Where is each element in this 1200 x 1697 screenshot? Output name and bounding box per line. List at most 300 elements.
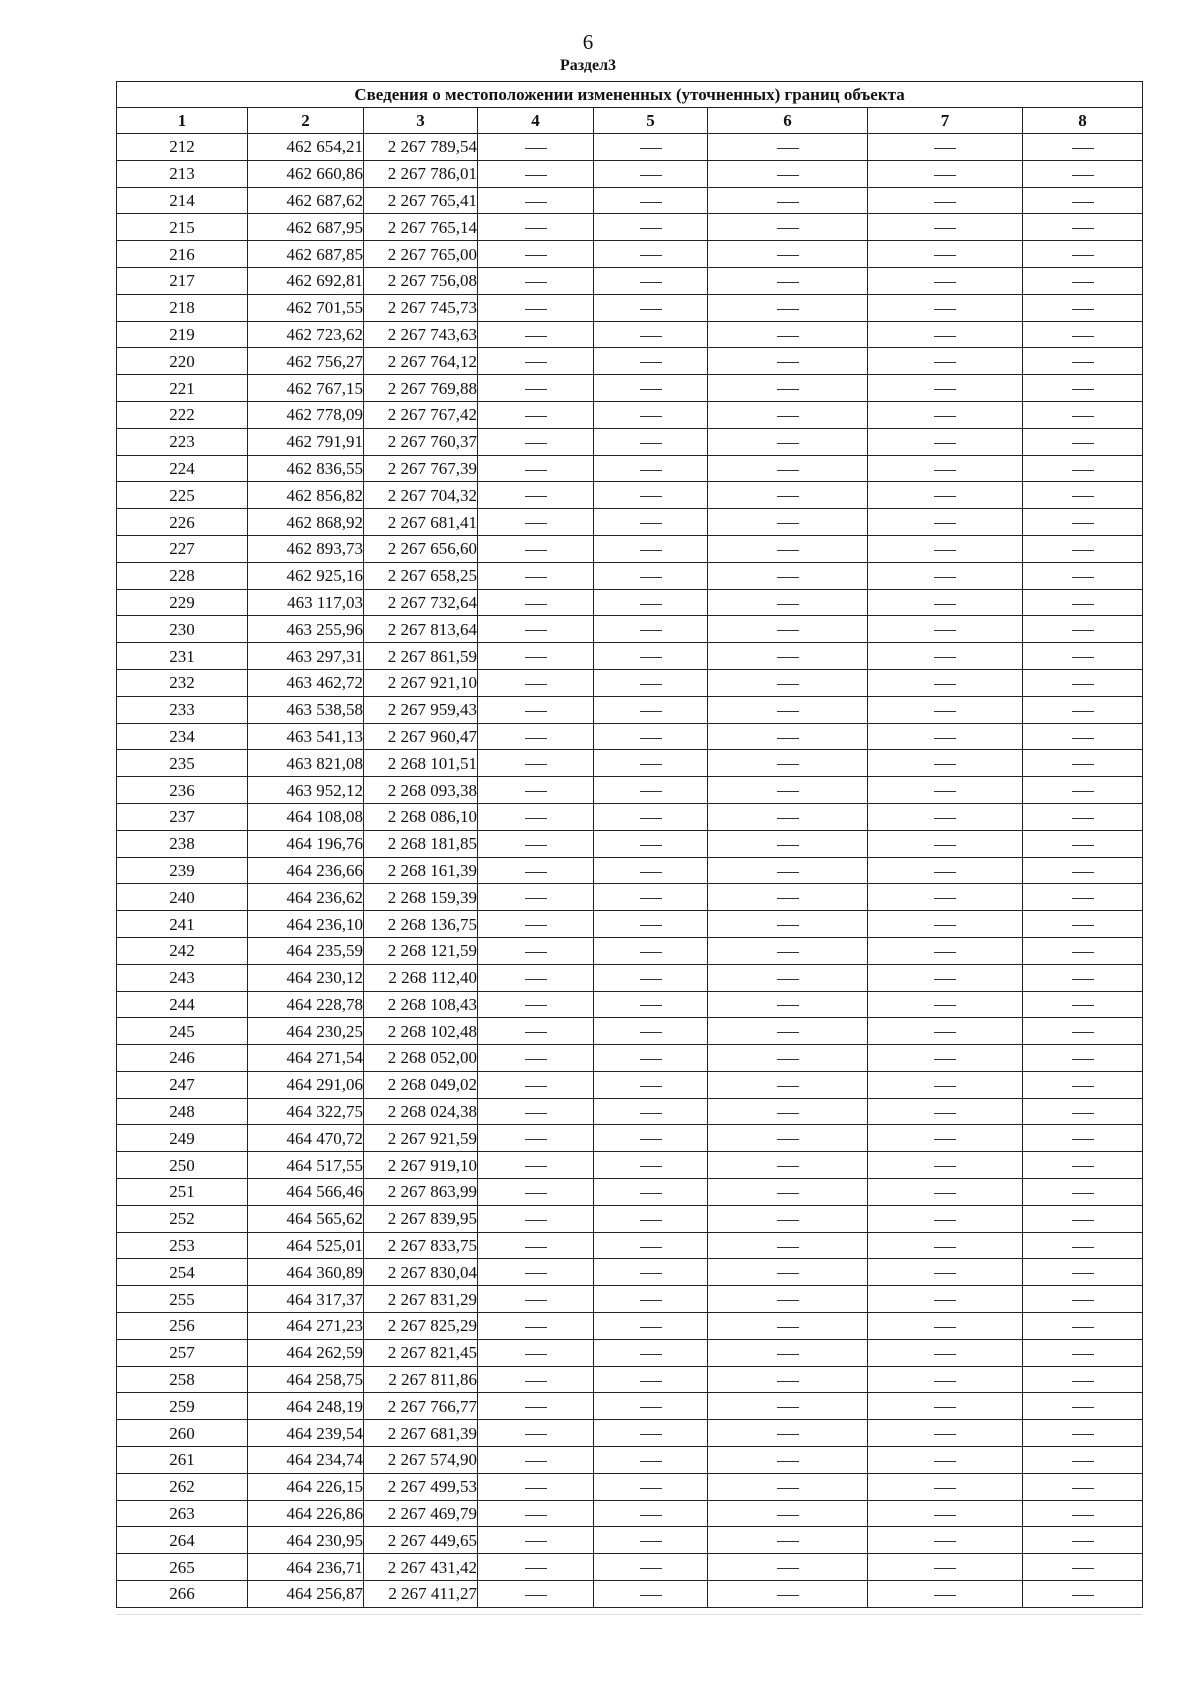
empty-dash-cell xyxy=(708,991,868,1018)
x-coordinate-cell: 464 271,23 xyxy=(248,1313,364,1340)
x-coordinate-cell: 464 234,74 xyxy=(248,1447,364,1474)
empty-dash-cell xyxy=(868,1581,1023,1608)
y-coordinate-cell: 2 267 831,29 xyxy=(364,1286,478,1313)
x-coordinate-cell: 464 196,76 xyxy=(248,830,364,857)
empty-dash-cell xyxy=(868,214,1023,241)
dash-mark xyxy=(934,604,956,605)
empty-dash-cell xyxy=(478,1071,594,1098)
y-coordinate-cell: 2 267 830,04 xyxy=(364,1259,478,1286)
point-number-cell: 242 xyxy=(117,937,248,964)
point-number-cell: 258 xyxy=(117,1366,248,1393)
empty-dash-cell xyxy=(478,589,594,616)
empty-dash-cell xyxy=(594,1527,708,1554)
dash-mark xyxy=(934,1005,956,1006)
dash-mark xyxy=(1072,202,1094,203)
dash-mark xyxy=(640,1059,662,1060)
empty-dash-cell xyxy=(708,187,868,214)
dash-mark xyxy=(525,389,547,390)
dash-mark xyxy=(525,1300,547,1301)
table-row xyxy=(117,241,1143,268)
dash-mark xyxy=(525,1032,547,1033)
dash-mark xyxy=(934,1515,956,1516)
y-coordinate-cell: 2 267 921,10 xyxy=(364,669,478,696)
empty-dash-cell xyxy=(1023,294,1143,321)
empty-dash-cell xyxy=(708,643,868,670)
dash-mark xyxy=(777,738,799,739)
empty-dash-cell xyxy=(478,1581,594,1608)
x-coordinate-cell: 464 517,55 xyxy=(248,1152,364,1179)
dash-mark xyxy=(777,228,799,229)
empty-dash-cell xyxy=(868,1393,1023,1420)
empty-dash-cell xyxy=(594,482,708,509)
empty-dash-cell xyxy=(708,1286,868,1313)
empty-dash-cell xyxy=(868,616,1023,643)
dash-mark xyxy=(1072,1327,1094,1328)
table-row xyxy=(117,375,1143,402)
table-row xyxy=(117,1259,1143,1286)
dash-mark xyxy=(640,148,662,149)
dash-mark xyxy=(640,711,662,712)
empty-dash-cell xyxy=(868,1045,1023,1072)
dash-mark xyxy=(525,845,547,846)
empty-dash-cell xyxy=(478,241,594,268)
empty-dash-cell xyxy=(1023,1393,1143,1420)
dash-mark xyxy=(1072,577,1094,578)
table-row xyxy=(117,455,1143,482)
table-row xyxy=(117,643,1143,670)
dash-mark xyxy=(934,577,956,578)
y-coordinate-cell: 2 267 499,53 xyxy=(364,1473,478,1500)
table-row xyxy=(117,1527,1143,1554)
empty-dash-cell xyxy=(478,321,594,348)
point-number-cell: 218 xyxy=(117,294,248,321)
empty-dash-cell xyxy=(594,643,708,670)
empty-dash-cell xyxy=(1023,1339,1143,1366)
empty-dash-cell xyxy=(868,1179,1023,1206)
x-coordinate-cell: 464 271,54 xyxy=(248,1045,364,1072)
dash-mark xyxy=(1072,657,1094,658)
table-row xyxy=(117,1366,1143,1393)
point-number-cell: 248 xyxy=(117,1098,248,1125)
dash-mark xyxy=(934,1166,956,1167)
table-row xyxy=(117,1098,1143,1125)
empty-dash-cell xyxy=(1023,1232,1143,1259)
dash-mark xyxy=(525,1568,547,1569)
dash-mark xyxy=(1072,1032,1094,1033)
empty-dash-cell xyxy=(708,535,868,562)
table-caption: Сведения о местоположении измененных (уточненных) границ объекта xyxy=(117,82,1143,108)
dash-mark xyxy=(777,1273,799,1274)
dash-mark xyxy=(934,1220,956,1221)
empty-dash-cell xyxy=(708,911,868,938)
empty-dash-cell xyxy=(1023,911,1143,938)
dash-mark xyxy=(777,925,799,926)
dash-mark xyxy=(525,872,547,873)
dash-mark xyxy=(777,818,799,819)
column-number: 3 xyxy=(364,108,478,134)
column-number: 8 xyxy=(1023,108,1143,134)
empty-dash-cell xyxy=(594,1018,708,1045)
y-coordinate-cell: 2 267 449,65 xyxy=(364,1527,478,1554)
x-coordinate-cell: 464 236,71 xyxy=(248,1554,364,1581)
x-coordinate-cell: 463 297,31 xyxy=(248,643,364,670)
dash-mark xyxy=(640,925,662,926)
empty-dash-cell xyxy=(478,1366,594,1393)
empty-dash-cell xyxy=(1023,1554,1143,1581)
dash-mark xyxy=(934,416,956,417)
dash-mark xyxy=(640,1354,662,1355)
table-row xyxy=(117,777,1143,804)
empty-dash-cell xyxy=(708,1179,868,1206)
point-number-cell: 221 xyxy=(117,375,248,402)
dash-mark xyxy=(640,1488,662,1489)
dash-mark xyxy=(640,1381,662,1382)
dash-mark xyxy=(777,1300,799,1301)
empty-dash-cell xyxy=(708,562,868,589)
x-coordinate-cell: 462 868,92 xyxy=(248,509,364,536)
column-number: 6 xyxy=(708,108,868,134)
dash-mark xyxy=(640,604,662,605)
x-coordinate-cell: 463 255,96 xyxy=(248,616,364,643)
dash-mark xyxy=(1072,496,1094,497)
dash-mark xyxy=(640,1273,662,1274)
empty-dash-cell xyxy=(1023,267,1143,294)
table-row xyxy=(117,1179,1143,1206)
x-coordinate-cell: 462 687,85 xyxy=(248,241,364,268)
x-coordinate-cell: 464 230,12 xyxy=(248,964,364,991)
empty-dash-cell xyxy=(1023,348,1143,375)
point-number-cell: 254 xyxy=(117,1259,248,1286)
y-coordinate-cell: 2 267 656,60 xyxy=(364,535,478,562)
empty-dash-cell xyxy=(868,134,1023,161)
point-number-cell: 264 xyxy=(117,1527,248,1554)
table-row xyxy=(117,1045,1143,1072)
dash-mark xyxy=(640,845,662,846)
point-number-cell: 253 xyxy=(117,1232,248,1259)
empty-dash-cell xyxy=(478,1313,594,1340)
empty-dash-cell xyxy=(708,1339,868,1366)
point-number-cell: 216 xyxy=(117,241,248,268)
dash-mark xyxy=(640,175,662,176)
dash-mark xyxy=(1072,255,1094,256)
table-row xyxy=(117,750,1143,777)
point-number-cell: 252 xyxy=(117,1205,248,1232)
empty-dash-cell xyxy=(868,1018,1023,1045)
dash-mark xyxy=(777,550,799,551)
empty-dash-cell xyxy=(868,696,1023,723)
point-number-cell: 232 xyxy=(117,669,248,696)
dash-mark xyxy=(525,630,547,631)
dash-mark xyxy=(1072,1059,1094,1060)
dash-mark xyxy=(1072,1568,1094,1569)
dash-mark xyxy=(640,1515,662,1516)
dash-mark xyxy=(640,1247,662,1248)
empty-dash-cell xyxy=(868,294,1023,321)
table-row xyxy=(117,1205,1143,1232)
point-number-cell: 257 xyxy=(117,1339,248,1366)
dash-mark xyxy=(934,738,956,739)
dash-mark xyxy=(777,523,799,524)
dash-mark xyxy=(640,1434,662,1435)
dash-mark xyxy=(1072,443,1094,444)
empty-dash-cell xyxy=(868,1447,1023,1474)
empty-dash-cell xyxy=(594,1473,708,1500)
table-row xyxy=(117,1071,1143,1098)
x-coordinate-cell: 464 565,62 xyxy=(248,1205,364,1232)
table-row xyxy=(117,294,1143,321)
x-coordinate-cell: 464 262,59 xyxy=(248,1339,364,1366)
dash-mark xyxy=(525,818,547,819)
x-coordinate-cell: 464 226,15 xyxy=(248,1473,364,1500)
dash-mark xyxy=(934,309,956,310)
dash-mark xyxy=(1072,470,1094,471)
dash-mark xyxy=(934,550,956,551)
empty-dash-cell xyxy=(1023,562,1143,589)
point-number-cell: 237 xyxy=(117,803,248,830)
x-coordinate-cell: 464 291,06 xyxy=(248,1071,364,1098)
dash-mark xyxy=(525,1247,547,1248)
dash-mark xyxy=(934,764,956,765)
point-number-cell: 214 xyxy=(117,187,248,214)
empty-dash-cell xyxy=(594,160,708,187)
y-coordinate-cell: 2 267 960,47 xyxy=(364,723,478,750)
empty-dash-cell xyxy=(594,509,708,536)
column-number: 7 xyxy=(868,108,1023,134)
empty-dash-cell xyxy=(478,1420,594,1447)
empty-dash-cell xyxy=(478,1205,594,1232)
y-coordinate-cell: 2 268 161,39 xyxy=(364,857,478,884)
x-coordinate-cell: 464 230,25 xyxy=(248,1018,364,1045)
point-number-cell: 240 xyxy=(117,884,248,911)
dash-mark xyxy=(525,952,547,953)
dash-mark xyxy=(640,657,662,658)
empty-dash-cell xyxy=(478,348,594,375)
empty-dash-cell xyxy=(594,267,708,294)
dash-mark xyxy=(777,1434,799,1435)
empty-dash-cell xyxy=(868,1232,1023,1259)
table-row xyxy=(117,669,1143,696)
y-coordinate-cell: 2 267 411,27 xyxy=(364,1581,478,1608)
dash-mark xyxy=(525,577,547,578)
point-number-cell: 247 xyxy=(117,1071,248,1098)
x-coordinate-cell: 462 791,91 xyxy=(248,428,364,455)
dash-mark xyxy=(1072,738,1094,739)
y-coordinate-cell: 2 267 764,12 xyxy=(364,348,478,375)
dash-mark xyxy=(640,1327,662,1328)
y-coordinate-cell: 2 267 745,73 xyxy=(364,294,478,321)
table-row xyxy=(117,616,1143,643)
dash-mark xyxy=(1072,872,1094,873)
empty-dash-cell xyxy=(1023,1500,1143,1527)
dash-mark xyxy=(934,148,956,149)
dash-mark xyxy=(1072,1407,1094,1408)
empty-dash-cell xyxy=(868,777,1023,804)
dash-mark xyxy=(777,255,799,256)
dash-mark xyxy=(934,898,956,899)
empty-dash-cell xyxy=(1023,535,1143,562)
empty-dash-cell xyxy=(708,1259,868,1286)
empty-dash-cell xyxy=(868,267,1023,294)
dash-mark xyxy=(1072,711,1094,712)
dash-mark xyxy=(934,1568,956,1569)
dash-mark xyxy=(525,684,547,685)
empty-dash-cell xyxy=(708,1098,868,1125)
table-row xyxy=(117,1018,1143,1045)
table-row xyxy=(117,428,1143,455)
table-row xyxy=(117,1313,1143,1340)
table-caption-row xyxy=(117,82,1143,108)
dash-mark xyxy=(934,389,956,390)
empty-dash-cell xyxy=(594,562,708,589)
empty-dash-cell xyxy=(868,428,1023,455)
y-coordinate-cell: 2 268 112,40 xyxy=(364,964,478,991)
dash-mark xyxy=(1072,175,1094,176)
dash-mark xyxy=(525,309,547,310)
empty-dash-cell xyxy=(1023,214,1143,241)
table-row xyxy=(117,509,1143,536)
empty-dash-cell xyxy=(594,241,708,268)
dash-mark xyxy=(934,443,956,444)
empty-dash-cell xyxy=(868,160,1023,187)
empty-dash-cell xyxy=(478,428,594,455)
empty-dash-cell xyxy=(594,589,708,616)
table-row xyxy=(117,1232,1143,1259)
y-coordinate-cell: 2 268 121,59 xyxy=(364,937,478,964)
y-coordinate-cell: 2 267 681,39 xyxy=(364,1420,478,1447)
empty-dash-cell xyxy=(708,214,868,241)
empty-dash-cell xyxy=(1023,187,1143,214)
dash-mark xyxy=(640,1193,662,1194)
dash-mark xyxy=(934,228,956,229)
dash-mark xyxy=(777,1220,799,1221)
dash-mark xyxy=(525,1381,547,1382)
empty-dash-cell xyxy=(708,348,868,375)
dash-mark xyxy=(525,604,547,605)
empty-dash-cell xyxy=(868,1098,1023,1125)
dash-mark xyxy=(525,1139,547,1140)
empty-dash-cell xyxy=(868,1259,1023,1286)
empty-dash-cell xyxy=(1023,1259,1143,1286)
dash-mark xyxy=(525,550,547,551)
empty-dash-cell xyxy=(478,857,594,884)
dash-mark xyxy=(1072,925,1094,926)
dash-mark xyxy=(934,1434,956,1435)
empty-dash-cell xyxy=(478,1500,594,1527)
empty-dash-cell xyxy=(1023,750,1143,777)
dash-mark xyxy=(525,1461,547,1462)
empty-dash-cell xyxy=(1023,241,1143,268)
empty-dash-cell xyxy=(478,1554,594,1581)
x-coordinate-cell: 464 525,01 xyxy=(248,1232,364,1259)
column-number: 4 xyxy=(478,108,594,134)
empty-dash-cell xyxy=(708,321,868,348)
empty-dash-cell xyxy=(1023,937,1143,964)
dash-mark xyxy=(934,362,956,363)
dash-mark xyxy=(777,1461,799,1462)
dash-mark xyxy=(525,1595,547,1596)
x-coordinate-cell: 463 117,03 xyxy=(248,589,364,616)
dash-mark xyxy=(525,496,547,497)
empty-dash-cell xyxy=(868,911,1023,938)
y-coordinate-cell: 2 268 101,51 xyxy=(364,750,478,777)
empty-dash-cell xyxy=(868,1527,1023,1554)
dash-mark xyxy=(525,282,547,283)
dash-mark xyxy=(1072,336,1094,337)
dash-mark xyxy=(1072,1434,1094,1435)
dash-mark xyxy=(525,523,547,524)
empty-dash-cell xyxy=(868,991,1023,1018)
empty-dash-cell xyxy=(1023,777,1143,804)
point-number-cell: 245 xyxy=(117,1018,248,1045)
dash-mark xyxy=(777,416,799,417)
x-coordinate-cell: 462 778,09 xyxy=(248,401,364,428)
empty-dash-cell xyxy=(594,1125,708,1152)
dash-mark xyxy=(777,175,799,176)
dash-mark xyxy=(934,202,956,203)
empty-dash-cell xyxy=(478,669,594,696)
empty-dash-cell xyxy=(478,696,594,723)
dash-mark xyxy=(640,1407,662,1408)
empty-dash-cell xyxy=(478,991,594,1018)
x-coordinate-cell: 464 235,59 xyxy=(248,937,364,964)
y-coordinate-cell: 2 267 767,42 xyxy=(364,401,478,428)
empty-dash-cell xyxy=(708,803,868,830)
dash-mark xyxy=(777,657,799,658)
dash-mark xyxy=(777,148,799,149)
coordinates-table xyxy=(116,81,1143,1608)
dash-mark xyxy=(525,148,547,149)
empty-dash-cell xyxy=(868,964,1023,991)
dash-mark xyxy=(1072,630,1094,631)
dash-mark xyxy=(525,255,547,256)
table-row xyxy=(117,535,1143,562)
dash-mark xyxy=(777,362,799,363)
table-row xyxy=(117,1393,1143,1420)
dash-mark xyxy=(640,1166,662,1167)
x-coordinate-cell: 462 701,55 xyxy=(248,294,364,321)
dash-mark xyxy=(525,1086,547,1087)
dash-mark xyxy=(525,470,547,471)
dash-mark xyxy=(640,872,662,873)
dash-mark xyxy=(934,1086,956,1087)
empty-dash-cell xyxy=(1023,1152,1143,1179)
dash-mark xyxy=(525,202,547,203)
dash-mark xyxy=(1072,1488,1094,1489)
y-coordinate-cell: 2 267 765,00 xyxy=(364,241,478,268)
dash-mark xyxy=(1072,228,1094,229)
empty-dash-cell xyxy=(594,187,708,214)
table-row xyxy=(117,1581,1143,1608)
empty-dash-cell xyxy=(478,482,594,509)
empty-dash-cell xyxy=(594,1232,708,1259)
empty-dash-cell xyxy=(708,1366,868,1393)
point-number-cell: 225 xyxy=(117,482,248,509)
dash-mark xyxy=(777,443,799,444)
y-coordinate-cell: 2 267 839,95 xyxy=(364,1205,478,1232)
column-number: 2 xyxy=(248,108,364,134)
dash-mark xyxy=(1072,791,1094,792)
empty-dash-cell xyxy=(868,1500,1023,1527)
dash-mark xyxy=(525,1327,547,1328)
dash-mark xyxy=(934,1381,956,1382)
empty-dash-cell xyxy=(708,1313,868,1340)
y-coordinate-cell: 2 267 658,25 xyxy=(364,562,478,589)
dash-mark xyxy=(777,1381,799,1382)
dash-mark xyxy=(934,523,956,524)
table-row xyxy=(117,267,1143,294)
dash-mark xyxy=(934,470,956,471)
dash-mark xyxy=(777,1407,799,1408)
